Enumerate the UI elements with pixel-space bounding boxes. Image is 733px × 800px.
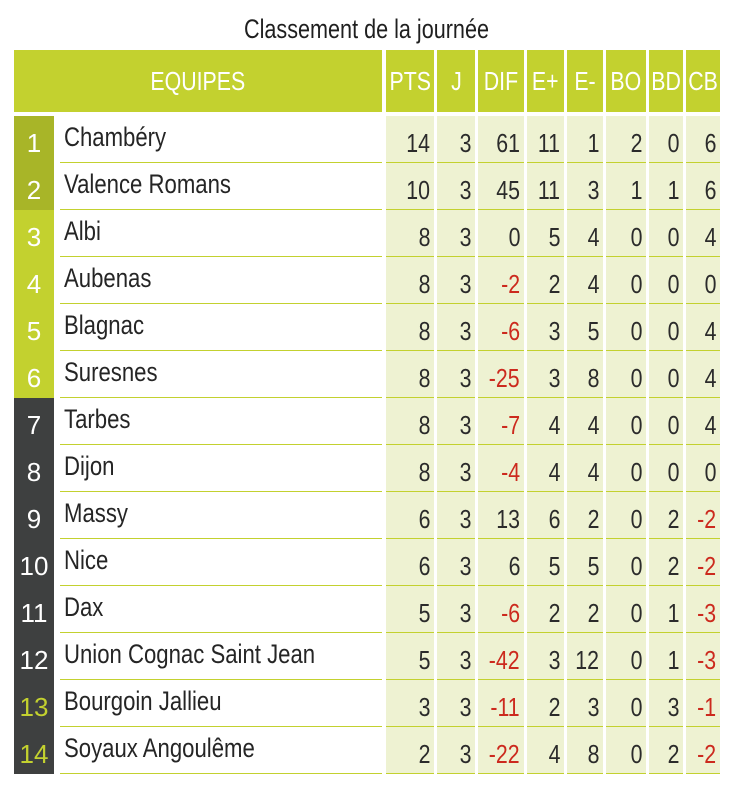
rank-cell: 6 bbox=[14, 351, 54, 398]
cell-j: 3 bbox=[437, 492, 475, 539]
cell-dif: -6 bbox=[478, 304, 524, 351]
cell-em: 4 bbox=[567, 398, 603, 445]
cell-pts: 14 bbox=[386, 116, 434, 163]
table-row bbox=[14, 116, 720, 163]
cell-ep: 11 bbox=[527, 116, 564, 163]
cell-bo: 1 bbox=[606, 163, 646, 210]
table-row bbox=[14, 727, 720, 774]
team-name: Nice bbox=[60, 539, 382, 586]
header-j: J bbox=[437, 50, 475, 112]
rank-cell: 2 bbox=[14, 163, 54, 210]
rank-cell: 5 bbox=[14, 304, 54, 351]
table-row bbox=[14, 445, 720, 492]
cell-j: 3 bbox=[437, 257, 475, 304]
table-row bbox=[14, 539, 720, 586]
cell-j: 3 bbox=[437, 680, 475, 727]
cell-em: 2 bbox=[567, 586, 603, 633]
header-equipes: EQUIPES bbox=[14, 50, 382, 112]
cell-cb: -1 bbox=[686, 680, 720, 727]
cell-pts: 5 bbox=[386, 586, 434, 633]
cell-dif: 0 bbox=[478, 210, 524, 257]
cell-bd: 3 bbox=[649, 680, 683, 727]
rank-cell: 8 bbox=[14, 445, 54, 492]
cell-bo: 0 bbox=[606, 539, 646, 586]
cell-cb: -2 bbox=[686, 539, 720, 586]
cell-bo: 2 bbox=[606, 116, 646, 163]
team-name: Blagnac bbox=[60, 304, 382, 351]
cell-ep: 2 bbox=[527, 680, 564, 727]
header-cb: CB bbox=[686, 50, 720, 112]
rank-cell: 11 bbox=[14, 586, 54, 633]
cell-dif: 45 bbox=[478, 163, 524, 210]
team-name: Suresnes bbox=[60, 351, 382, 398]
cell-bd: 2 bbox=[649, 492, 683, 539]
rank-cell: 13 bbox=[14, 680, 54, 727]
cell-j: 3 bbox=[437, 304, 475, 351]
cell-bd: 2 bbox=[649, 727, 683, 774]
table-row bbox=[14, 398, 720, 445]
header-dif: DIF bbox=[478, 50, 524, 112]
cell-j: 3 bbox=[437, 445, 475, 492]
cell-dif: -2 bbox=[478, 257, 524, 304]
cell-pts: 8 bbox=[386, 351, 434, 398]
table-header bbox=[14, 50, 720, 112]
cell-bd: 1 bbox=[649, 163, 683, 210]
cell-j: 3 bbox=[437, 727, 475, 774]
cell-j: 3 bbox=[437, 351, 475, 398]
cell-ep: 5 bbox=[527, 539, 564, 586]
header-bo: BO bbox=[606, 50, 646, 112]
cell-j: 3 bbox=[437, 586, 475, 633]
cell-ep: 4 bbox=[527, 398, 564, 445]
cell-ep: 11 bbox=[527, 163, 564, 210]
cell-cb: 4 bbox=[686, 398, 720, 445]
cell-em: 4 bbox=[567, 445, 603, 492]
cell-cb: -3 bbox=[686, 586, 720, 633]
cell-bo: 0 bbox=[606, 680, 646, 727]
cell-ep: 5 bbox=[527, 210, 564, 257]
header-e-plus: E+ bbox=[527, 50, 564, 112]
rank-cell: 10 bbox=[14, 539, 54, 586]
cell-ep: 4 bbox=[527, 727, 564, 774]
team-name: Chambéry bbox=[60, 116, 382, 163]
cell-dif: 61 bbox=[478, 116, 524, 163]
cell-dif: -7 bbox=[478, 398, 524, 445]
cell-pts: 8 bbox=[386, 398, 434, 445]
cell-dif: -11 bbox=[478, 680, 524, 727]
cell-pts: 6 bbox=[386, 492, 434, 539]
team-name: Soyaux Angoulême bbox=[60, 727, 382, 774]
table-row bbox=[14, 351, 720, 398]
cell-bd: 0 bbox=[649, 257, 683, 304]
cell-dif: -4 bbox=[478, 445, 524, 492]
table-row bbox=[14, 210, 720, 257]
cell-cb: 6 bbox=[686, 116, 720, 163]
cell-bo: 0 bbox=[606, 633, 646, 680]
cell-dif: -25 bbox=[478, 351, 524, 398]
rank-cell: 4 bbox=[14, 257, 54, 304]
cell-cb: 0 bbox=[686, 257, 720, 304]
cell-bd: 0 bbox=[649, 351, 683, 398]
rank-cell: 14 bbox=[14, 727, 54, 774]
cell-ep: 6 bbox=[527, 492, 564, 539]
cell-bo: 0 bbox=[606, 445, 646, 492]
cell-em: 4 bbox=[567, 257, 603, 304]
cell-em: 8 bbox=[567, 351, 603, 398]
cell-cb: 0 bbox=[686, 445, 720, 492]
table-row bbox=[14, 492, 720, 539]
cell-ep: 2 bbox=[527, 586, 564, 633]
team-name: Aubenas bbox=[60, 257, 382, 304]
cell-ep: 2 bbox=[527, 257, 564, 304]
cell-pts: 8 bbox=[386, 210, 434, 257]
table-row bbox=[14, 304, 720, 351]
team-name: Tarbes bbox=[60, 398, 382, 445]
table-row bbox=[14, 257, 720, 304]
rank-cell: 1 bbox=[14, 116, 54, 163]
rank-cell: 12 bbox=[14, 633, 54, 680]
team-name: Dijon bbox=[60, 445, 382, 492]
cell-cb: 6 bbox=[686, 163, 720, 210]
cell-j: 3 bbox=[437, 633, 475, 680]
table-row bbox=[14, 163, 720, 210]
page-title: Classement de la journée bbox=[244, 14, 489, 44]
cell-bo: 0 bbox=[606, 304, 646, 351]
cell-bo: 0 bbox=[606, 727, 646, 774]
cell-em: 3 bbox=[567, 680, 603, 727]
team-name: Valence Romans bbox=[60, 163, 382, 210]
cell-bo: 0 bbox=[606, 257, 646, 304]
cell-em: 2 bbox=[567, 492, 603, 539]
cell-bo: 0 bbox=[606, 492, 646, 539]
cell-pts: 5 bbox=[386, 633, 434, 680]
cell-bo: 0 bbox=[606, 398, 646, 445]
cell-em: 8 bbox=[567, 727, 603, 774]
cell-bd: 0 bbox=[649, 304, 683, 351]
cell-ep: 4 bbox=[527, 445, 564, 492]
table-body bbox=[14, 116, 720, 774]
team-name: Massy bbox=[60, 492, 382, 539]
cell-em: 3 bbox=[567, 163, 603, 210]
cell-j: 3 bbox=[437, 398, 475, 445]
cell-cb: 4 bbox=[686, 210, 720, 257]
cell-pts: 8 bbox=[386, 304, 434, 351]
cell-pts: 2 bbox=[386, 727, 434, 774]
team-name: Union Cognac Saint Jean bbox=[60, 633, 382, 680]
cell-bo: 0 bbox=[606, 586, 646, 633]
standings-table bbox=[14, 50, 720, 774]
header-bd: BD bbox=[649, 50, 683, 112]
team-name: Albi bbox=[60, 210, 382, 257]
cell-bd: 0 bbox=[649, 398, 683, 445]
cell-dif: -22 bbox=[478, 727, 524, 774]
team-name: Bourgoin Jallieu bbox=[60, 680, 382, 727]
cell-cb: 4 bbox=[686, 304, 720, 351]
table-row bbox=[14, 680, 720, 727]
table-row bbox=[14, 633, 720, 680]
cell-em: 12 bbox=[567, 633, 603, 680]
cell-em: 1 bbox=[567, 116, 603, 163]
team-name: Dax bbox=[60, 586, 382, 633]
cell-ep: 3 bbox=[527, 633, 564, 680]
cell-j: 3 bbox=[437, 210, 475, 257]
rank-cell: 3 bbox=[14, 210, 54, 257]
cell-em: 5 bbox=[567, 304, 603, 351]
cell-bo: 0 bbox=[606, 351, 646, 398]
cell-cb: -3 bbox=[686, 633, 720, 680]
cell-dif: 6 bbox=[478, 539, 524, 586]
cell-dif: 13 bbox=[478, 492, 524, 539]
table-row bbox=[14, 586, 720, 633]
cell-pts: 6 bbox=[386, 539, 434, 586]
cell-bd: 2 bbox=[649, 539, 683, 586]
cell-ep: 3 bbox=[527, 304, 564, 351]
rank-cell: 7 bbox=[14, 398, 54, 445]
cell-j: 3 bbox=[437, 163, 475, 210]
cell-cb: -2 bbox=[686, 492, 720, 539]
cell-cb: 4 bbox=[686, 351, 720, 398]
cell-j: 3 bbox=[437, 539, 475, 586]
header-e-minus: E- bbox=[567, 50, 603, 112]
cell-j: 3 bbox=[437, 116, 475, 163]
cell-dif: -42 bbox=[478, 633, 524, 680]
rank-cell: 9 bbox=[14, 492, 54, 539]
cell-ep: 3 bbox=[527, 351, 564, 398]
cell-pts: 3 bbox=[386, 680, 434, 727]
cell-pts: 8 bbox=[386, 445, 434, 492]
header-pts: PTS bbox=[386, 50, 434, 112]
cell-pts: 10 bbox=[386, 163, 434, 210]
cell-bo: 0 bbox=[606, 210, 646, 257]
cell-cb: -2 bbox=[686, 727, 720, 774]
cell-bd: 0 bbox=[649, 116, 683, 163]
cell-bd: 0 bbox=[649, 445, 683, 492]
cell-em: 5 bbox=[567, 539, 603, 586]
cell-bd: 1 bbox=[649, 586, 683, 633]
cell-dif: -6 bbox=[478, 586, 524, 633]
cell-bd: 1 bbox=[649, 633, 683, 680]
cell-bd: 0 bbox=[649, 210, 683, 257]
cell-em: 4 bbox=[567, 210, 603, 257]
cell-pts: 8 bbox=[386, 257, 434, 304]
